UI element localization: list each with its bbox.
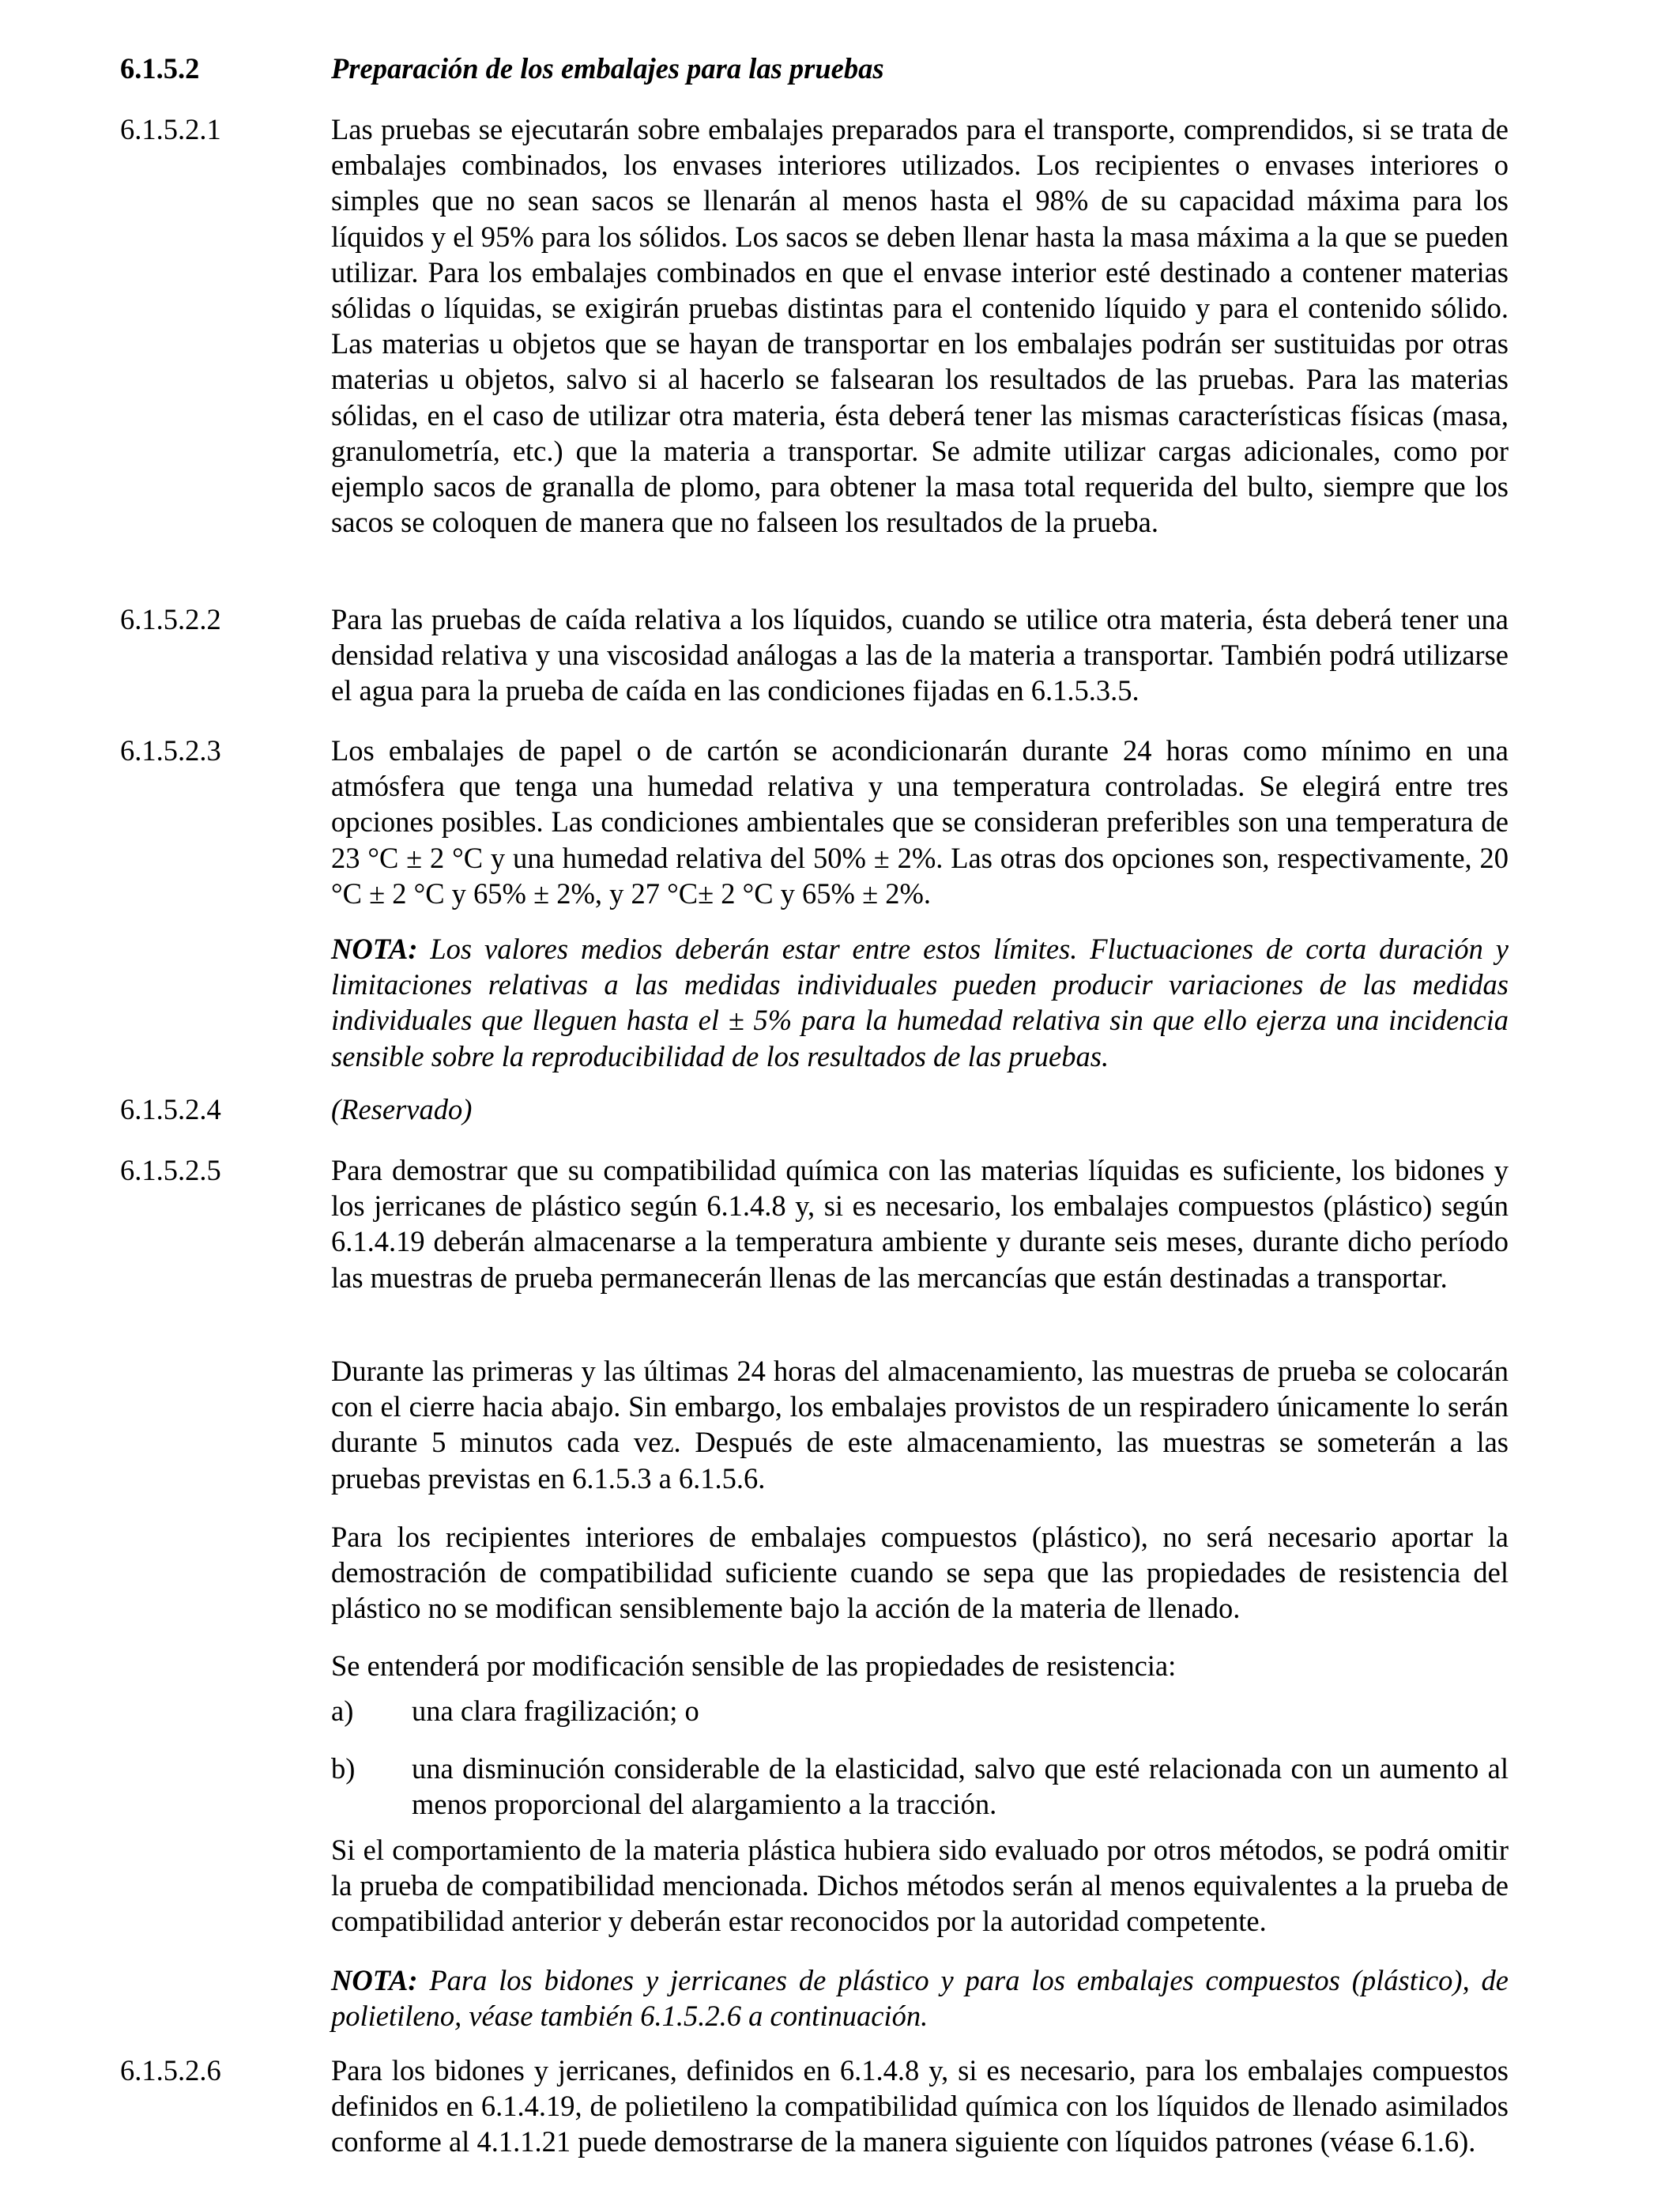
paragraph-text: Se entenderá por modificación sensible de las propiedades de resistencia:	[331, 1649, 1177, 1682]
paragraph-number: 6.1.5.2.6	[120, 2054, 221, 2087]
paragraph-number: 6.1.5.2.1	[120, 113, 221, 145]
paragraph-text: Las pruebas se ejecutarán sobre embalajes preparados para el transporte, comprendidos, si se trata de embalajes combinados, los envases interiores utilizados. Los recipientes o envases interiores o simples que no sean sacos se llenarán al menos hasta el 98% de su capacidad máxima para los líquidos y el 95% para los sólidos. Los sacos se deben llenar hasta la masa máxima a la que se pueden utilizar. Para los embalajes combinados en que el envase interior esté destinado a contener materias sólidas o líquidas, se exigirán pruebas distintas para el contenido líquido y para el contenido sólido. Las materias u objetos que se hayan de transportar en los embalajes podrán ser sustituidas por otras materias u objetos, salvo si al hacerlo se falsearan los resultados de las pruebas. Para las materias sólidas, en el caso de utilizar otra materia, ésta deberá tener las mismas características físicas (masa, granulometría, etc.) que la materia a transportar. Se admite utilizar cargas adicionales, como por ejemplo sacos de granalla de plomo, para obtener la masa total requerida del bulto, siempre que los sacos se coloquen de manera que no falseen los resultados de la prueba.	[331, 113, 1509, 539]
section-number: 6.1.5.2	[120, 52, 200, 85]
note-block	[331, 931, 1509, 1074]
paragraph-number: 6.1.5.2.4	[120, 1093, 221, 1125]
paragraph-text: (Reservado)	[331, 1093, 473, 1125]
paragraph-number: 6.1.5.2.2	[120, 603, 221, 635]
note-text: Los valores medios deberán estar entre estos límites. Fluctuaciones de corta duración y limitaciones relativas a las medidas individuales pueden producir variaciones de las medidas individuales que lleguen hasta el ± 5% para la humedad relativa sin que ello ejerza una incidencia sensible sobre la reproducibilidad de los resultados de las pruebas.	[331, 933, 1509, 1072]
section-title: Preparación de los embalajes para las pruebas	[331, 52, 884, 85]
paragraph-text: Para las pruebas de caída relativa a los líquidos, cuando se utilice otra materia, ésta deberá tener una densidad relativa y una viscosidad análogas a las de la materia a transportar. También podrá utilizarse el agua para la prueba de caída en las condiciones fijadas en 6.1.5.3.5.	[331, 603, 1509, 707]
note-text: Para los bidones y jerricanes de plástico y para los embalajes compuestos (plástico), de polietileno, véase también 6.1.5.2.6 a continuación.	[331, 1964, 1509, 2033]
paragraph-number: 6.1.5.2.3	[120, 734, 221, 767]
list-item-text: una disminución considerable de la elasticidad, salvo que esté relacionada con un aumento al menos proporcional del alargamiento a la tracción.	[412, 1752, 1509, 1821]
paragraph-text: Para los recipientes interiores de embalajes compuestos (plástico), no será necesario aportar la demostración de compatibilidad suficiente cuando se sepa que las propiedades de resistencia del plástico no se modifican sensiblemente bajo la acción de la materia de llenado.	[331, 1521, 1509, 1625]
paragraph-text: Durante las primeras y las últimas 24 horas del almacenamiento, las muestras de prueba se colocarán con el cierre hacia abajo. Sin embargo, los embalajes provistos de un respiradero únicamente lo serán durante 5 minutos cada vez. Después de este almacenamiento, las muestras se someterán a las pruebas previstas en 6.1.5.3 a 6.1.5.6.	[331, 1355, 1509, 1495]
paragraph-text: Para los bidones y jerricanes, definidos en 6.1.4.8 y, si es necesario, para los embalajes compuestos definidos en 6.1.4.19, de polietileno la compatibilidad química con los líquidos de llenado asimilados conforme al 4.1.1.21 puede demostrarse de la manera siguiente con líquidos patrones (véase 6.1.6).	[331, 2054, 1509, 2158]
list-item-text: una clara fragilización; o	[412, 1695, 699, 1727]
paragraph-text: Si el comportamiento de la materia plástica hubiera sido evaluado por otros métodos, se podrá omitir la prueba de compatibilidad mencionada. Dichos métodos serán al menos equivalentes a la prueba de compatibilidad anterior y deberán estar reconocidos por la autoridad competente.	[331, 1834, 1509, 1938]
note-label: NOTA:	[331, 1964, 418, 1996]
paragraph-text: Los embalajes de papel o de cartón se acondicionarán durante 24 horas como mínimo en una atmósfera que tenga una humedad relativa y una temperatura controladas. Se elegirá entre tres opciones posibles. Las condiciones ambientales que se consideran preferibles son una temperatura de 23 °C ± 2 °C y una humedad relativa del 50% ± 2%. Las otras dos opciones son, respectivamente, 20 °C ± 2 °C y 65% ± 2%, y 27 °C± 2 °C y 65% ± 2%.	[331, 734, 1509, 910]
paragraph-number: 6.1.5.2.5	[120, 1154, 221, 1186]
note-block	[331, 1962, 1509, 2034]
list-item-letter: a)	[331, 1695, 354, 1727]
list-item-letter: b)	[331, 1752, 356, 1785]
paragraph-text: Para demostrar que su compatibilidad química con las materias líquidas es suficiente, los bidones y los jerricanes de plástico según 6.1.4.8 y, si es necesario, los embalajes compuestos (plástico) según 6.1.4.19 deberán almacenarse a la temperatura ambiente y durante seis meses, durante dicho período las muestras de prueba permanecerán llenas de las mercancías que están destinadas a transportar.	[331, 1154, 1509, 1294]
note-label: NOTA:	[331, 933, 418, 965]
